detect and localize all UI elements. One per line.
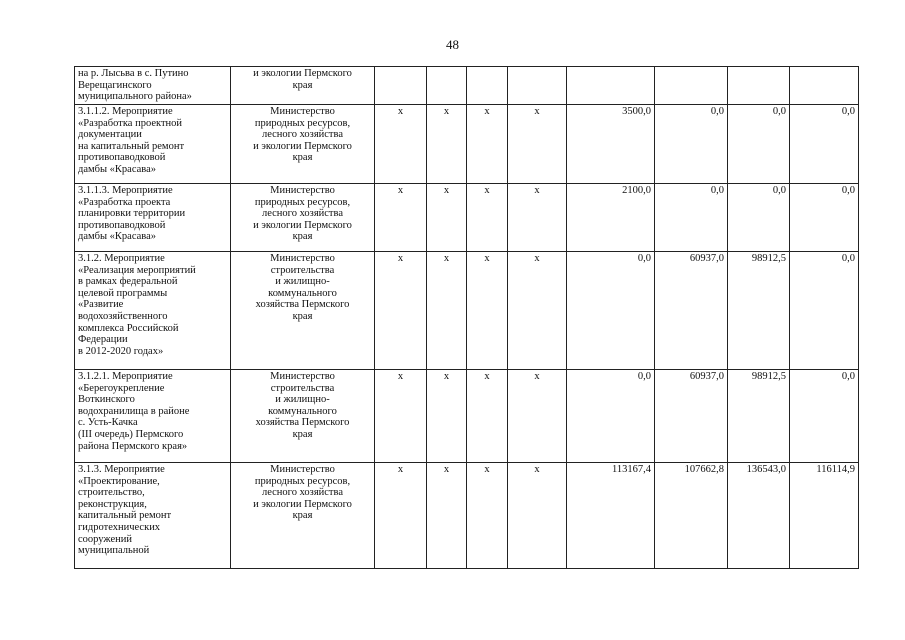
- program-table: [74, 66, 859, 569]
- amount-cell: 0,0: [790, 252, 859, 370]
- executor-cell: Министерство строительства и жилищно- коммунального хозяйства Пермского края: [231, 252, 375, 370]
- page-number: 48: [446, 37, 459, 52]
- amount-cell: 0,0: [790, 105, 859, 184]
- amount-cell: 113167,4: [567, 463, 655, 569]
- mark-cell: [375, 67, 427, 105]
- mark-cell: x: [375, 370, 427, 463]
- mark-cell: x: [467, 252, 508, 370]
- mark-cell: x: [467, 370, 508, 463]
- activity-name-cell: 3.1.1.2. Мероприятие «Разработка проектной документации на капитальный ремонт противопаводковой дамбы «Красава»: [75, 105, 231, 184]
- mark-cell: x: [467, 184, 508, 252]
- table-row: [75, 67, 859, 105]
- amount-cell: 116114,9: [790, 463, 859, 569]
- amount-cell: [655, 67, 728, 105]
- mark-cell: [508, 67, 567, 105]
- mark-cell: x: [427, 105, 467, 184]
- amount-cell: 107662,8: [655, 463, 728, 569]
- mark-cell: x: [427, 463, 467, 569]
- mark-cell: x: [375, 184, 427, 252]
- amount-cell: 0,0: [655, 105, 728, 184]
- table-row: [75, 463, 859, 569]
- activity-name-cell: 3.1.3. Мероприятие «Проектирование, строительство, реконструкция, капитальный ремонт гидротехнических сооружений муниципальной: [75, 463, 231, 569]
- amount-cell: 0,0: [790, 370, 859, 463]
- amount-cell: [567, 67, 655, 105]
- table-row: [75, 184, 859, 252]
- activity-name-cell: 3.1.1.3. Мероприятие «Разработка проекта планировки территории противопаводковой дамбы «Красава»: [75, 184, 231, 252]
- table-row: [75, 370, 859, 463]
- mark-cell: x: [375, 252, 427, 370]
- amount-cell: [790, 67, 859, 105]
- amount-cell: 0,0: [567, 252, 655, 370]
- mark-cell: x: [427, 184, 467, 252]
- amount-cell: 98912,5: [728, 370, 790, 463]
- amount-cell: 136543,0: [728, 463, 790, 569]
- mark-cell: x: [508, 252, 567, 370]
- mark-cell: x: [508, 184, 567, 252]
- table-row: [75, 252, 859, 370]
- executor-cell: Министерство строительства и жилищно- коммунального хозяйства Пермского края: [231, 370, 375, 463]
- mark-cell: x: [375, 105, 427, 184]
- activity-name-cell: 3.1.2.1. Мероприятие «Берегоукрепление Воткинского водохранилища в районе с. Усть-Качка (III очередь) Пермского района Пермского края»: [75, 370, 231, 463]
- amount-cell: 98912,5: [728, 252, 790, 370]
- mark-cell: [427, 67, 467, 105]
- amount-cell: 60937,0: [655, 370, 728, 463]
- mark-cell: x: [508, 105, 567, 184]
- table-row: [75, 105, 859, 184]
- amount-cell: 60937,0: [655, 252, 728, 370]
- executor-cell: и экологии Пермского края: [231, 67, 375, 105]
- executor-cell: Министерство природных ресурсов, лесного хозяйства и экологии Пермского края: [231, 105, 375, 184]
- executor-cell: Министерство природных ресурсов, лесного хозяйства и экологии Пермского края: [231, 184, 375, 252]
- amount-cell: 0,0: [728, 105, 790, 184]
- mark-cell: x: [467, 105, 508, 184]
- amount-cell: 0,0: [655, 184, 728, 252]
- amount-cell: 0,0: [790, 184, 859, 252]
- mark-cell: x: [427, 370, 467, 463]
- mark-cell: x: [375, 463, 427, 569]
- amount-cell: 0,0: [728, 184, 790, 252]
- activity-name-cell: 3.1.2. Мероприятие «Реализация мероприятий в рамках федеральной целевой программы «Развитие водохозяйственного комплекса Российской Федерации в 2012-2020 годах»: [75, 252, 231, 370]
- amount-cell: 0,0: [567, 370, 655, 463]
- amount-cell: 2100,0: [567, 184, 655, 252]
- amount-cell: 3500,0: [567, 105, 655, 184]
- mark-cell: x: [508, 463, 567, 569]
- executor-cell: Министерство природных ресурсов, лесного хозяйства и экологии Пермского края: [231, 463, 375, 569]
- activity-name-cell: на р. Лысьва в с. Путино Верещагинского муниципального района»: [75, 67, 231, 105]
- mark-cell: x: [467, 463, 508, 569]
- mark-cell: x: [427, 252, 467, 370]
- mark-cell: [467, 67, 508, 105]
- amount-cell: [728, 67, 790, 105]
- mark-cell: x: [508, 370, 567, 463]
